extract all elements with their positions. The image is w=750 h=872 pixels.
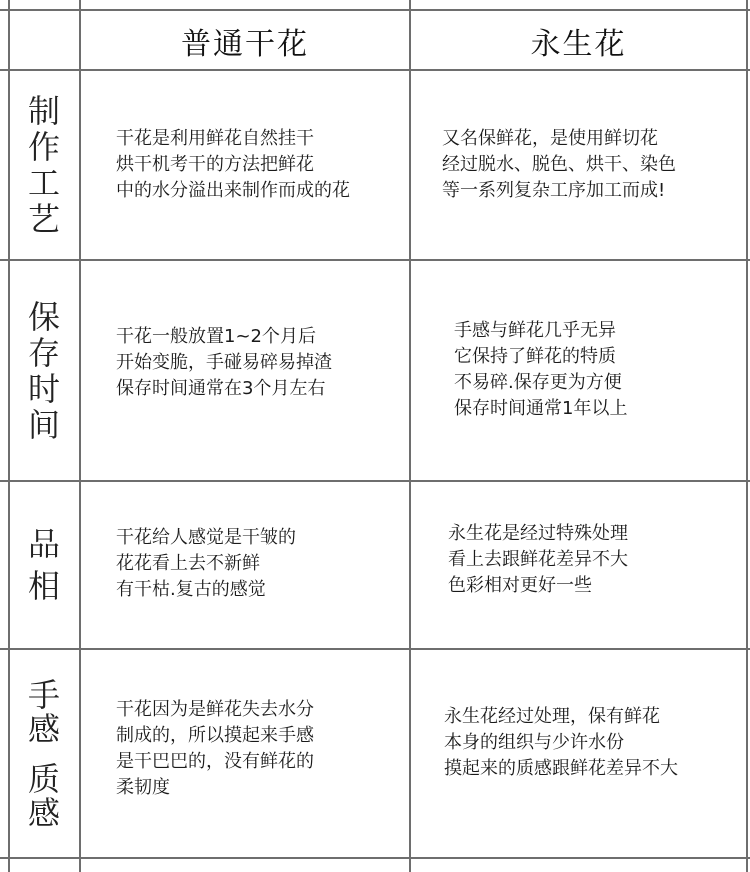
row-label-storage-time	[8, 261, 80, 480]
row-label-char: 感	[27, 794, 60, 832]
cell-line: 不易碎.保存更为方便	[454, 372, 622, 393]
cell-line: 色彩相对更好一些	[448, 575, 592, 596]
grid-line	[0, 857, 750, 859]
cell-line: 永生花是经过特殊处理	[448, 523, 628, 544]
cell-preserved-process	[442, 126, 676, 204]
cell-line: 它保持了鲜花的特质	[454, 346, 616, 367]
grid-line	[0, 259, 750, 261]
cell-line: 等一系列复杂工序加工而成!	[442, 180, 666, 201]
cell-line: 看上去跟鲜花差异不大	[448, 549, 628, 570]
cell-line: 保存时间通常在3个月左右	[116, 378, 326, 399]
row-label-char: 间	[27, 405, 60, 444]
row-label-char: 作	[27, 128, 60, 166]
grid-line	[0, 9, 750, 11]
cell-line: 干花给人感觉是干皱的	[116, 527, 296, 548]
column-header-preserved: 永生花	[530, 27, 627, 62]
cell-line: 是干巴巴的，没有鲜花的	[116, 751, 314, 772]
cell-line: 干花因为是鲜花失去水分	[116, 699, 314, 720]
cell-line: 又名保鲜花，是使用鲜切花	[442, 128, 658, 149]
cell-line: 有干枯.复古的感觉	[116, 579, 266, 600]
cell-line: 保存时间通常1年以上	[454, 398, 628, 419]
row-label-char: 感	[27, 710, 60, 748]
cell-line: 花花看上去不新鲜	[116, 553, 260, 574]
cell-line: 摸起来的质感跟鲜花差异不大	[444, 758, 678, 779]
grid-line	[746, 0, 748, 872]
row-label-char: 时	[27, 369, 60, 408]
cell-preserved-appearance	[448, 521, 628, 599]
row-label-texture	[8, 670, 80, 838]
row-label-char: 艺	[27, 200, 60, 238]
cell-preserved-storage-time	[454, 318, 627, 422]
cell-ordinary-appearance	[116, 525, 296, 603]
cell-line: 制成的，所以摸起来手感	[116, 725, 314, 746]
cell-line: 经过脱水、脱色、烘干、染色	[442, 154, 676, 175]
grid-line	[0, 480, 750, 482]
cell-ordinary-process	[116, 126, 350, 204]
row-label-char: 工	[27, 164, 60, 202]
row-label-char: 相	[27, 567, 60, 605]
row-label-char: 手	[27, 676, 60, 714]
cell-line: 干花一般放置1~2个月后	[116, 326, 316, 347]
row-label-appearance	[8, 482, 80, 648]
grid-line	[409, 0, 411, 872]
row-label-char: 存	[27, 333, 60, 372]
cell-line: 烘干机考干的方法把鲜花	[116, 154, 314, 175]
cell-line: 开始变脆，手碰易碎易掉渣	[116, 352, 332, 373]
row-label-char: 制	[27, 92, 60, 130]
grid-line	[0, 648, 750, 650]
cell-line: 中的水分溢出来制作而成的花	[116, 180, 350, 201]
cell-ordinary-storage-time	[116, 324, 332, 402]
row-label-char: 品	[27, 525, 60, 563]
row-label-char: 保	[27, 297, 60, 336]
row-label-process	[8, 71, 80, 259]
cell-line: 干花是利用鲜花自然挂干	[116, 128, 314, 149]
cell-line: 永生花经过处理，保有鲜花	[444, 706, 660, 727]
row-label-char: 质	[27, 760, 60, 798]
column-header-ordinary: 普通干花	[181, 27, 309, 62]
cell-preserved-texture	[444, 704, 678, 782]
cell-ordinary-texture	[116, 697, 314, 801]
cell-line: 柔韧度	[116, 777, 170, 798]
cell-line: 手感与鲜花几乎无异	[454, 320, 616, 341]
cell-line: 本身的组织与少许水份	[444, 732, 624, 753]
